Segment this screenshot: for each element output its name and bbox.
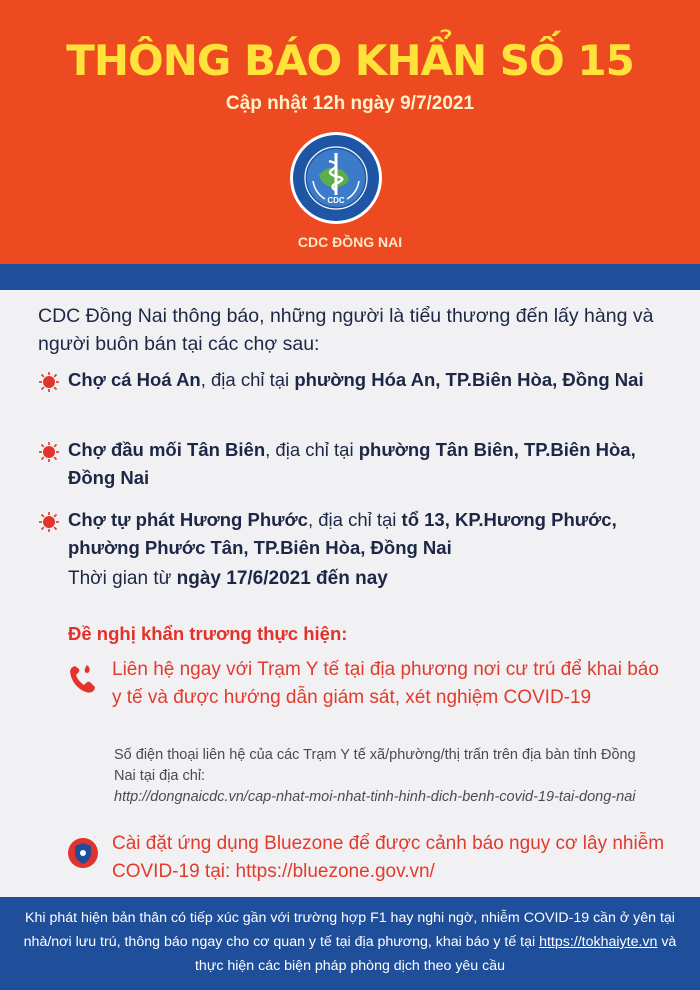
page-title: THÔNG BÁO KHẨN SỐ 15	[66, 36, 634, 85]
time-period	[68, 568, 388, 590]
footer-banner	[0, 897, 700, 990]
time-value: ngày 17/6/2021 đến nay	[176, 568, 388, 589]
bluezone-shield-icon	[66, 836, 100, 870]
cdc-logo-emblem	[289, 131, 383, 225]
action-text: Liên hệ ngay với Trạm Y tế tại địa phương nơi cư trú để khai báo y tế và được hướng dẫn giám sát, xét nghiệm COVID-19	[112, 659, 659, 708]
announcement-body	[0, 290, 700, 898]
market-address-prefix: , địa chỉ tại	[307, 509, 402, 530]
market-description	[68, 366, 660, 394]
logo-text: CDC	[327, 196, 345, 205]
note-text: Số điện thoại liên hệ của các Trạm Y tế xã/phường/thị trấn trên địa bàn tỉnh Đồng Nai tại địa chỉ:	[114, 747, 636, 784]
footer-instructions	[22, 906, 678, 978]
footer-text-after: và thực hiện các biện pháp phòng dịch theo yêu cầu	[194, 934, 677, 974]
intro-text: CDC Đồng Nai thông báo, những người là tiểu thương đến lấy hàng và người buôn bán tại các chợ sau:	[38, 305, 654, 355]
phone-icon	[66, 662, 100, 696]
header-banner	[0, 0, 700, 264]
action-text: Cài đặt ứng dụng Bluezone để được cảnh báo nguy cơ lây nhiễm COVID-19 tại: https://bluezone.gov.vn/	[112, 833, 665, 882]
market-name: Chợ tự phát Hương Phước	[68, 509, 308, 530]
time-prefix: Thời gian từ	[68, 568, 177, 589]
virus-icon	[38, 511, 60, 533]
market-name: Chợ cá Hoá An	[68, 369, 201, 390]
market-address-prefix: , địa chỉ tại	[200, 369, 295, 390]
market-address: tổ 13, KP.Hương Phước, phường Phước Tân, TP.Biên Hòa, Đồng Nai	[68, 509, 617, 558]
market-address: phường Tân Biên, TP.Biên Hòa, Đồng Nai	[68, 439, 636, 488]
market-name: Chợ đầu mối Tân Biên	[68, 439, 266, 460]
contact-note	[114, 745, 654, 808]
update-timestamp: Cập nhật 12h ngày 9/7/2021	[225, 93, 475, 114]
divider-bar	[0, 264, 700, 290]
footer-text-before: Khi phát hiện bản thân có tiếp xúc gần với trường hợp F1 hay nghi ngờ, nhiễm COVID-19 cần ở yên tại nhà/nơi lưu trú, thông báo ngay cho cơ quan y tế tại địa phương, khai báo y tế tại	[23, 910, 675, 950]
market-description	[68, 436, 660, 492]
dongnaicdc-link[interactable]: http://dongnaicdc.vn/cap-nhat-moi-nhat-tinh-hinh-dich-benh-covid-19-tai-dong-nai	[114, 789, 636, 805]
market-address: phường Hóa An, TP.Biên Hòa, Đồng Nai	[294, 369, 644, 390]
organization-name: CDC ĐỒNG NAI	[297, 234, 403, 250]
market-description	[68, 506, 660, 562]
cdc-logo	[289, 131, 383, 225]
market-address-prefix: , địa chỉ tại	[265, 439, 359, 460]
virus-icon	[38, 441, 60, 463]
virus-icon	[38, 371, 60, 393]
tokhaiyte-link[interactable]: https://tokhaiyte.vn	[539, 934, 658, 950]
request-heading: Đề nghị khẩn trương thực hiện:	[68, 623, 348, 644]
